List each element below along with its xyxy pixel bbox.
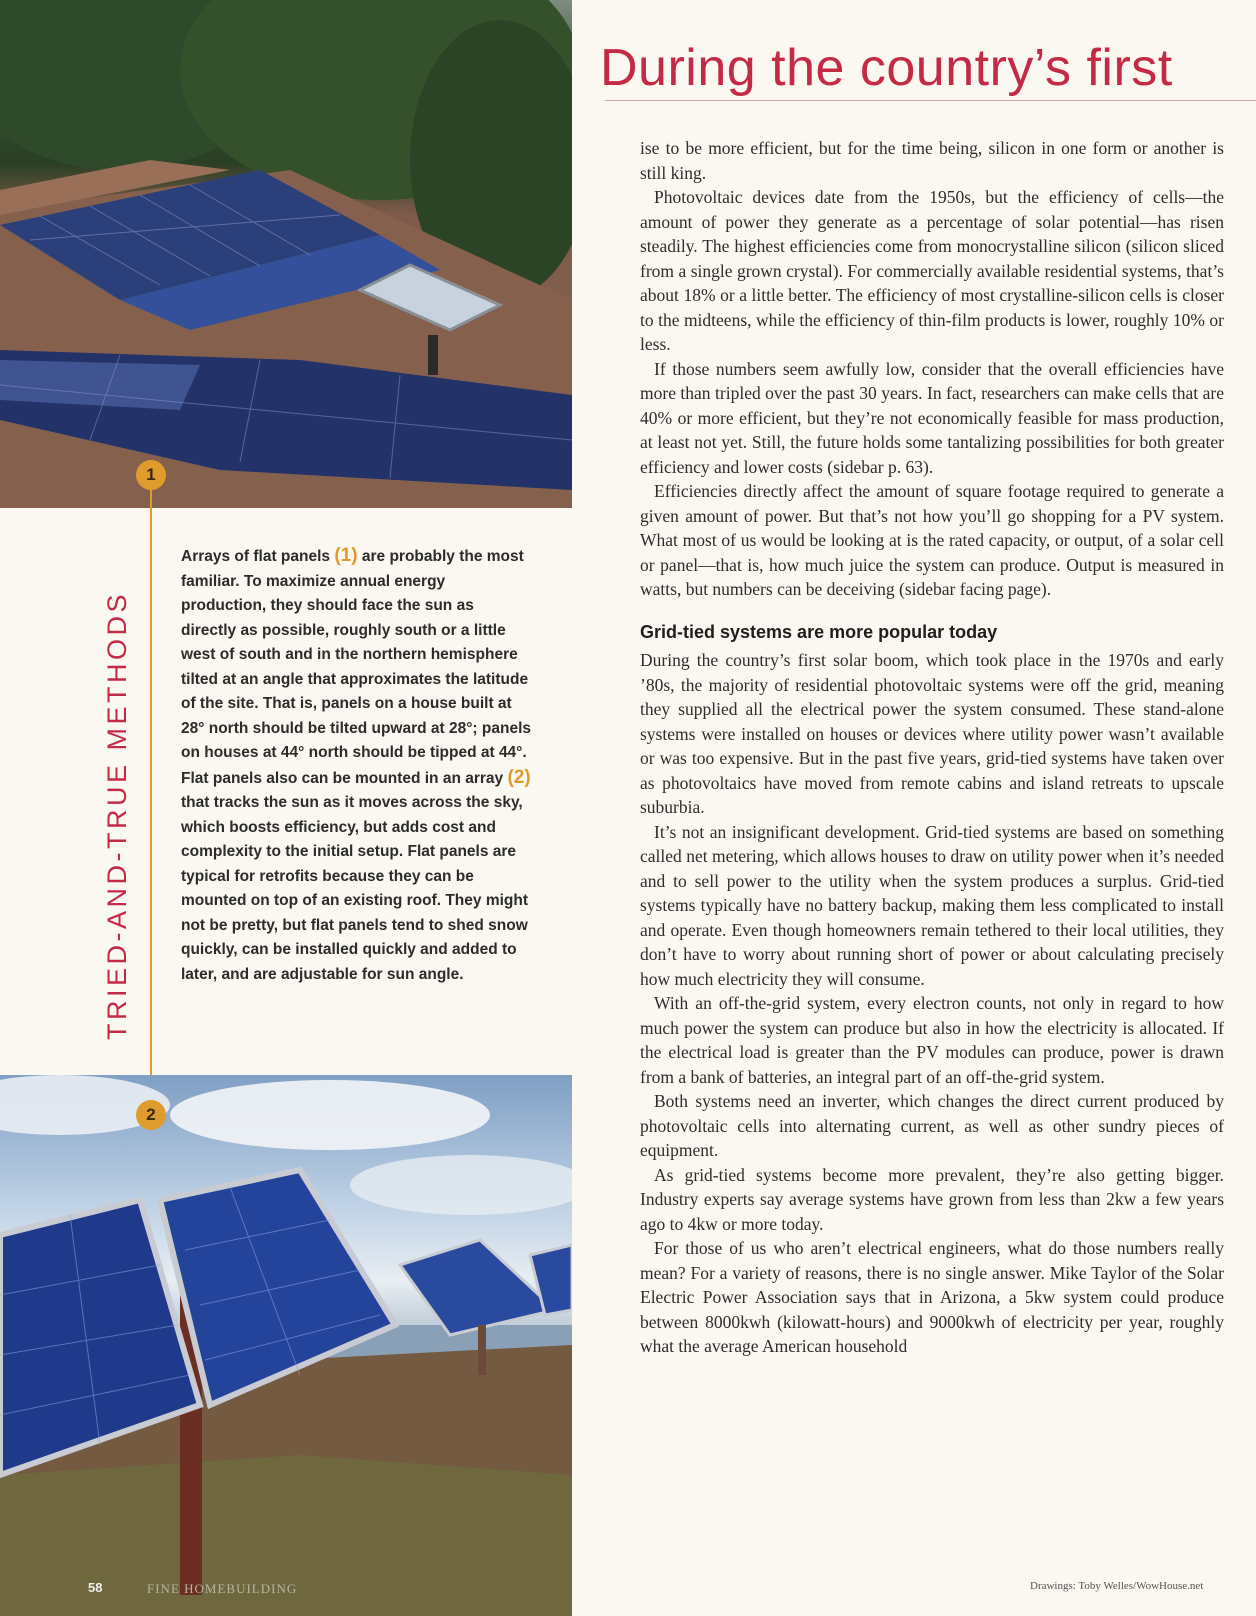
rooftop-solar-photo [0,0,572,508]
tracking-array-photo [0,1075,572,1616]
paragraph: During the country’s first solar boom, which took place in the 1970s and early ’80s, the majority of residential photovoltaic systems were off the grid, meaning they supplied all the electrical power the system consumed. These stand-alone systems were installed on houses or devices where utility power wasn’t available or was too expensive. But in the past five years, grid-tied systems have taken over as photovoltaics have moved from remote cabins and island retreats to upscale suburbia. [640,650,1224,817]
caption-text-3: that tracks the sun as it moves across the sky, which boosts efficiency, but adds cost and complexity to the initial setup. Flat panels are typical for retrofits because they can be mounted on top of an existing roof. They might not be pretty, but flat panels tend to shed snow quickly, can be installed quickly and added to later, and are adjustable for sun angle. [181,794,529,983]
paragraph: If those numbers seem awfully low, consider that the overall efficiencies have more than tripled over the past 30 years. In fact, researchers can make cells that are 40% or more efficient, but they’re not economically feasible for mass production, at least not yet. Still, the future holds some tantalizing possibilities for both greater efficiency and lower costs (sidebar p. 63). [640,358,1224,477]
callout-rule [150,490,152,1080]
caption-ref-2: (2) [507,766,531,788]
section-label: TRIED-AND-TRUE METHODS [102,591,132,1040]
caption-text-1: Arrays of flat panels [181,548,335,565]
paragraph: With an off-the-grid system, every electron counts, not only in regard to how much power the system can produce but also in how the electricity is allocated. If the electrical load is greater than the PV modules can produce, power is drawn from a bank of batteries, an integral part of an off-the-grid system. [640,993,1224,1087]
tracking-array-illustration [0,1075,572,1616]
paragraph: For those of us who aren’t electrical engineers, what do those numbers really mean? For a variety of reasons, there is no single answer. Mike Taylor of the Solar Electric Power Association says that in Arizona, a 5kw system could produce between 8000kwh (kilowatt-hours) and 9000kwh of electricity per year, roughly what the average American household [640,1238,1224,1356]
callout-badge-2: 2 [136,1100,166,1130]
caption [181,544,531,987]
rooftop-solar-illustration [0,0,572,508]
paragraph: As grid-tied systems become more prevalent, they’re also getting bigger. Industry experts say average systems have grown from less than 2kw a few years ago to 4kw or more today. [640,1164,1224,1234]
paragraph: Photovoltaic devices date from the 1950s, but the efficiency of cells—the amount of power they generate as a percentage of solar potential—has risen steadily. The highest efficiencies come from monocrystalline silicon (silicon sliced from a single grown crystal). For commercially available residential systems, that’s about 18% or a little better. The efficiency of most crystalline-silicon cells is closer to the midteens, while the efficiency of thin-film products is lower, roughly 10% or less. [640,187,1224,354]
callout-badge-1: 1 [136,460,166,490]
page-number: 58 [88,1580,103,1595]
paragraph: ise to be more efficient, but for the time being, silicon in one form or another is still king. [640,138,1224,183]
magazine-name: FINE HOMEBUILDING [147,1581,298,1596]
headline-rule [605,100,1256,101]
paragraph: Efficiencies directly affect the amount of square footage required to generate a given amount of power. But that’s not how you’ll go shopping for a PV system. What most of us would be looking at is the rated capacity, or output, of a solar cell or panel—that is, how much juice the system can produce. Output is measured in watts, but numbers can be deceiving (sidebar facing page). [640,481,1224,599]
headline: During the country’s first [600,39,1173,97]
subheading: Grid-tied systems are more popular today [640,621,998,642]
left-column [0,0,572,1616]
paragraph: It’s not an insignificant development. Grid-tied systems are based on something called net metering, which allows houses to draw on utility power when it’s needed and to sell power to the utility when the system produces a surplus. Grid-tied systems typically have no battery backup, making them less complicated to install and operate. Even though homeowners remain tethered to their local utilities, they don’t have to worry about running short of power or about calculating precisely how much electricity they will consume. [640,821,1224,989]
paragraph: Both systems need an inverter, which changes the direct current produced by photovoltaic cells into alternating current, as well as other sundry pieces of equipment. [640,1091,1224,1160]
illustration-credit: Drawings: Toby Welles/WowHouse.net [1030,1580,1204,1592]
caption-text-2: are probably the most familiar. To maximize annual energy production, they should face the sun as directly as possible, roughly south or a little west of south and in the northern hemisphere tilted at an angle that approximates the latitude of the site. That is, panels on a house built at 28° north should be tilted upward at 28°; panels on houses at 44° north should be tipped at 44°. Flat panels also can be mounted in an array [181,548,531,787]
article-body [640,136,1224,1359]
caption-ref-1: (1) [334,545,358,566]
